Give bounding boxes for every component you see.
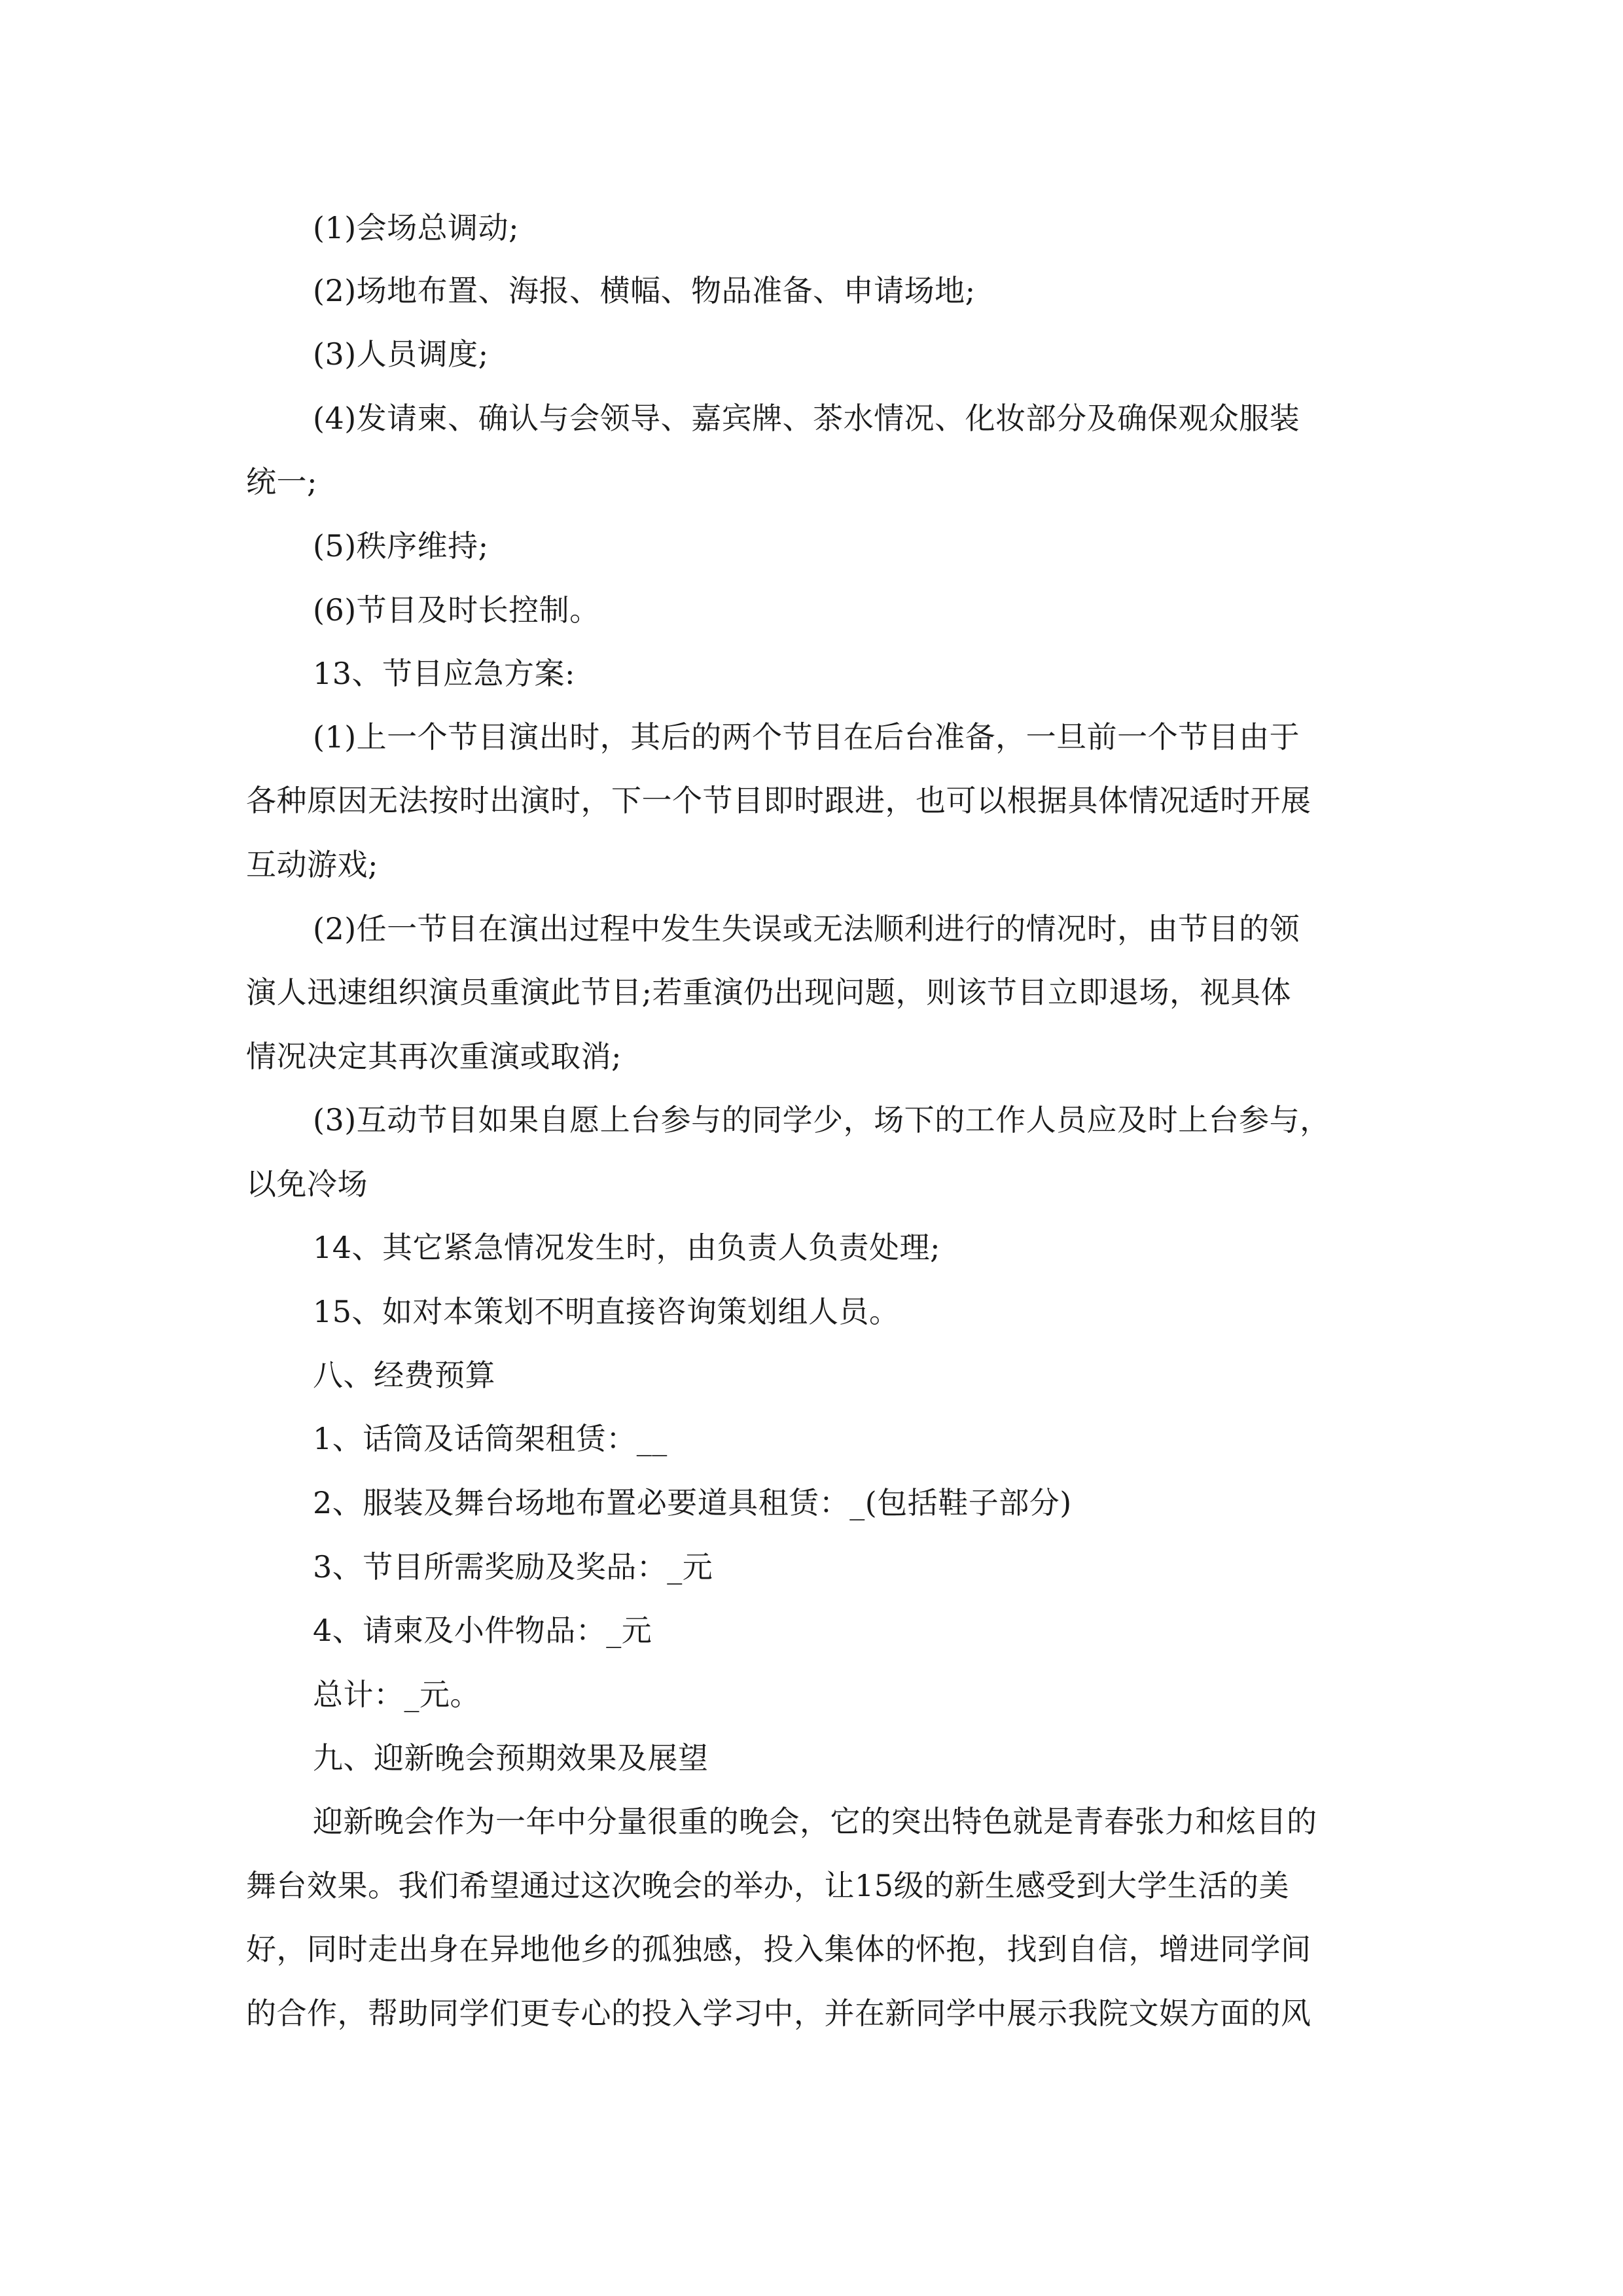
- text-line: (1)上一个节目演出时，其后的两个节目在后台准备，一旦前一个节目由于: [313, 719, 1300, 755]
- text-line: 总计：_元。: [313, 1677, 480, 1712]
- text-line: 八、经费预算: [313, 1357, 495, 1393]
- text-line: 迎新晚会作为一年中分量很重的晚会，它的突出特色就是青春张力和炫目的: [313, 1804, 1317, 1839]
- text-line: (3)互动节目如果自愿上台参与的同学少，场下的工作人员应及时上台参与，: [313, 1102, 1330, 1138]
- text-line: (1)会场总调动;: [313, 210, 520, 245]
- text-line: 九、迎新晚会预期效果及展望: [313, 1740, 709, 1776]
- text-line: (4)发请柬、确认与会领导、嘉宾牌、茶水情况、化妆部分及确保观众服装: [313, 401, 1300, 436]
- text-line: 3、节目所需奖励及奖品：_元: [313, 1549, 713, 1585]
- text-line: 13、节目应急方案:: [313, 656, 576, 691]
- text-line: 1、话筒及话筒架租赁：__: [313, 1421, 668, 1456]
- text-line: 的合作，帮助同学们更专心的投入学习中，并在新同学中展示我院文娱方面的风: [246, 1996, 1311, 2031]
- text-line: 统一;: [246, 464, 317, 499]
- text-line: (2)场地布置、海报、横幅、物品准备、申请场地;: [313, 273, 976, 308]
- text-line: (5)秩序维持;: [313, 528, 489, 564]
- text-line: 各种原因无法按时出演时，下一个节目即时跟进，也可以根据具体情况适时开展: [246, 783, 1311, 818]
- text-line: (6)节目及时长控制。: [313, 592, 600, 628]
- text-line: (3)人员调度;: [313, 336, 489, 372]
- text-line: 15、如对本策划不明直接咨询策划组人员。: [313, 1294, 900, 1329]
- text-line: (2)任一节目在演出过程中发生失误或无法顺利进行的情况时，由节目的领: [313, 911, 1300, 946]
- text-line: 2、服装及舞台场地布置必要道具租赁：_(包括鞋子部分): [313, 1485, 1072, 1520]
- text-line: 互动游戏;: [246, 847, 378, 882]
- text-line: 4、请柬及小件物品：_元: [313, 1613, 652, 1648]
- text-line: 演人迅速组织演员重演此节目;若重演仍出现问题，则该节目立即退场，视具体: [246, 975, 1291, 1010]
- text-line: 舞台效果。我们希望通过这次晚会的举办，让15级的新生感受到大学生活的美: [246, 1868, 1290, 1903]
- text-line: 以免冷场: [246, 1166, 368, 1202]
- text-line: 14、其它紧急情况发生时，由负责人负责处理;: [313, 1230, 941, 1265]
- text-line: 情况决定其再次重演或取消;: [246, 1039, 622, 1074]
- text-line: 好，同时走出身在异地他乡的孤独感，投入集体的怀抱，找到自信，增进同学间: [246, 1931, 1311, 1967]
